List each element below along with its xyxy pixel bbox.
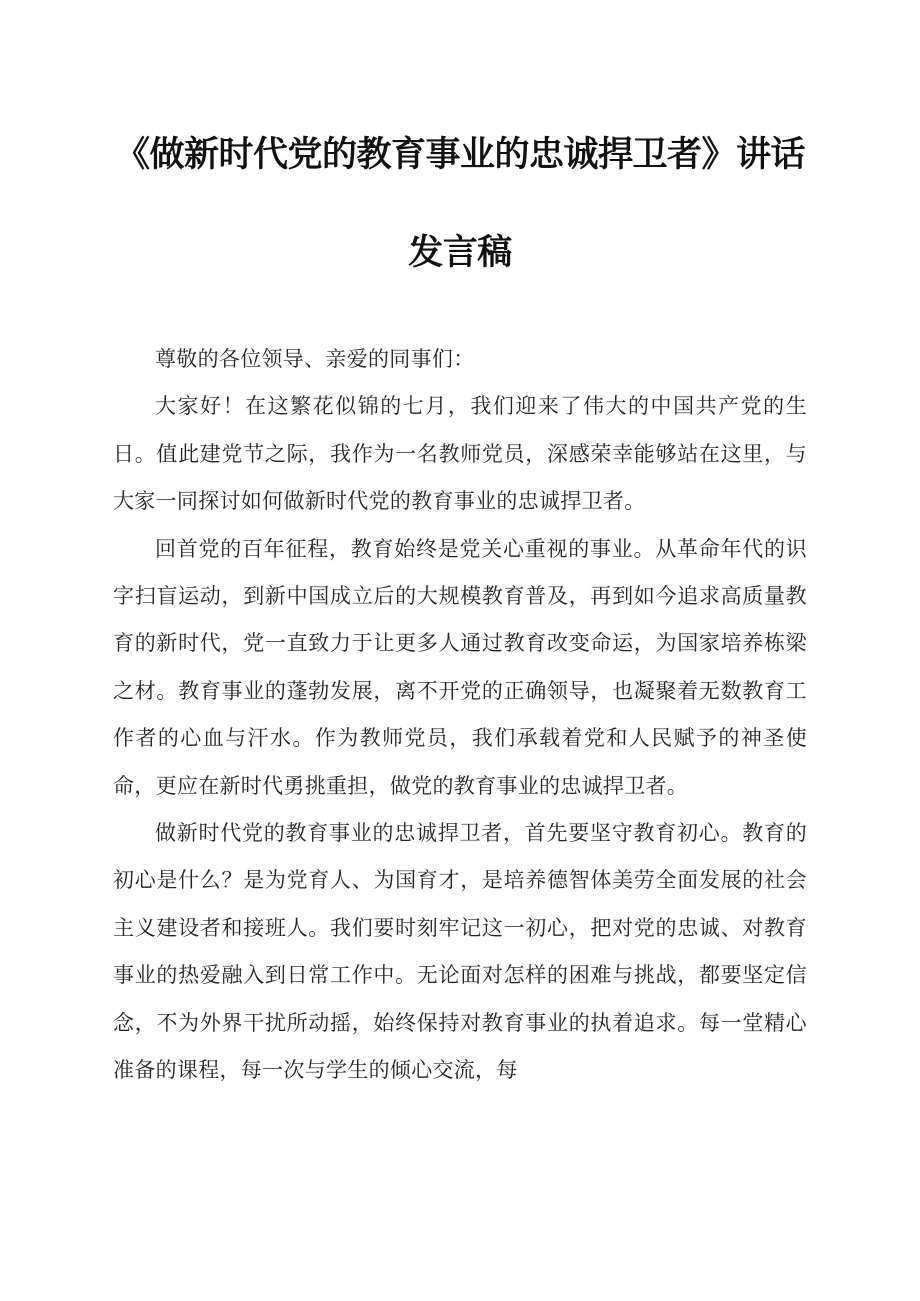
document-title-line1: 《做新时代党的教育事业的忠诚捍卫者》讲话 bbox=[114, 135, 805, 175]
body-paragraph: 做新时代党的教育事业的忠诚捍卫者，首先要坚守教育初心。教育的初心是什么？是为党育人、为国育才，是培养德智体美劳全面发展的社会主义建设者和接班人。我们要时刻牢记这一初心，把对党的忠诚、对教育事业的热爱融入到日常工作中。无论面对怎样的困难与挑战，都要坚定信念，不为外界干扰所动摇，始终保持对教育事业的执着追求。每一堂精心准备的课程，每一次与学生的倾心交流，每 bbox=[113, 821, 807, 1083]
document-title-line2: 发言稿 bbox=[408, 233, 512, 273]
salutation-paragraph: 尊敬的各位领导、亲爱的同事们： bbox=[155, 347, 475, 371]
body-paragraph: 回首党的百年征程，教育始终是党关心重视的事业。从革命年代的识字扫盲运动，到新中国成立后的大规模教育普及，再到如今追求高质量教育的新时代，党一直致力于让更多人通过教育改变命运，为国家培养栋梁之材。教育事业的蓬勃发展，离不开党的正确领导，也凝聚着无数教育工作者的心血与汗水。作为教师党员，我们承载着党和人民赋予的神圣使命，更应在新时代勇挑重担，做党的教育事业的忠诚捍卫者。 bbox=[113, 536, 807, 798]
document-body bbox=[113, 336, 807, 1095]
body-paragraph: 大家好！在这繁花似锦的七月，我们迎来了伟大的中国共产党的生日。值此建党节之际，我作为一名教师党员，深感荣幸能够站在这里，与大家一同探讨如何做新时代党的教育事业的忠诚捍卫者。 bbox=[113, 394, 807, 514]
